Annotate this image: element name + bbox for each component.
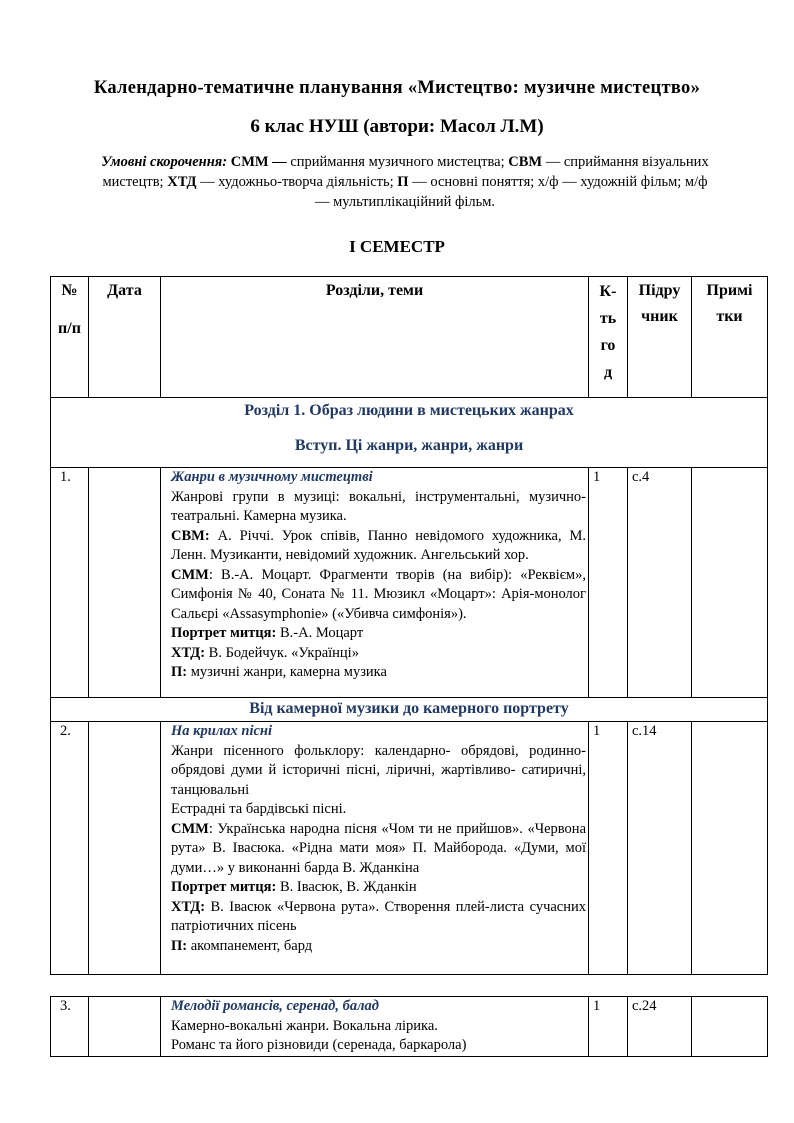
header-sections: Розділи, теми (161, 277, 589, 398)
htd-label: ХТД: (171, 644, 206, 661)
section-1-title: Розділ 1. Образ людини в мистецьких жанрах (244, 402, 574, 419)
row-date (89, 722, 161, 975)
header-textbook-l1: Підру (638, 282, 681, 299)
table-row (51, 468, 768, 698)
content-p (171, 937, 586, 957)
p-text: музичні жанри, камерна музика (187, 664, 387, 680)
row-textbook: с.14 (628, 722, 692, 975)
header-notes-l1: Примі (706, 282, 753, 299)
content-smm (171, 566, 586, 625)
abbr-smm: СММ — (230, 154, 287, 170)
portrait-text: В. Івасюк, В. Жданкін (276, 879, 417, 895)
table-row (51, 997, 768, 1057)
semester-heading: І СЕМЕСТР (349, 237, 445, 256)
abbr-svm-text: — сприймання візуальних мистецтв; (102, 154, 709, 190)
abbr-p-text: — основні поняття; х/ф — художній фільм; м/ф — мультиплікаційний фільм. (314, 174, 708, 210)
htd-text: В. Бодейчук. «Українці» (205, 644, 359, 661)
smm-label: СММ (171, 566, 209, 583)
abbr-svm: СВМ (508, 154, 543, 170)
plan-table-continued (50, 996, 768, 1057)
row-number: 1. (51, 468, 89, 698)
content-portrait (171, 624, 586, 644)
row-count: 1 (589, 722, 628, 975)
topic-title: Мелодії романсів, серенад, балад (171, 998, 379, 1014)
htd-label: ХТД: (171, 898, 206, 915)
p-text: акомпанемент, бард (187, 937, 313, 954)
content-p (171, 663, 586, 683)
row-number: 3. (51, 997, 89, 1057)
content-smm (171, 820, 586, 879)
content-svm (171, 527, 586, 566)
topic-title: Жанри в музичному мистецтві (171, 469, 373, 485)
abbr-p: П (397, 174, 409, 190)
table-header-row (51, 277, 768, 398)
smm-label: СММ (171, 820, 209, 837)
section-1-cell (51, 398, 768, 468)
portrait-label: Портрет митця: (171, 625, 277, 641)
header-number-line1: № (61, 282, 78, 299)
header-number (51, 277, 89, 398)
section-row (51, 698, 768, 722)
content-line: Камерно-вокальні жанри. Вокальна лірика. (171, 1017, 438, 1034)
row-date (89, 997, 161, 1057)
row-textbook: с.24 (628, 997, 692, 1057)
row-notes (692, 722, 768, 975)
table-row (51, 722, 768, 975)
content-line: Естрадні та бардівські пісні. (171, 801, 347, 817)
header-date: Дата (89, 277, 161, 398)
content-line: Жанри пісенного фольклору: календарно- обрядові, родинно-обрядові думи й історичні пісні, ліричні, жартівливо- сатиричні, танцювальні (171, 742, 586, 798)
abbr-htd-text: — художньо-творча діяльність; (196, 174, 398, 190)
content-htd (171, 644, 586, 664)
content-line: Романс та його різновиди (серенада, баркарола) (171, 1037, 467, 1053)
row-number: 2. (51, 722, 89, 975)
content-htd (171, 898, 586, 937)
abbreviations-legend (95, 152, 715, 212)
smm-text: : Українська народна пісня «Чом ти не прийшов». «Червона рута» В. Івасюка. «Рідна мати моя» П. Майборода. «Думи, мої думи…» у виконанні барда В. Жданкіна (171, 820, 586, 876)
portrait-text: В.-А. Моцарт (276, 625, 364, 641)
header-count (589, 277, 628, 398)
row-content (161, 468, 589, 698)
header-count-l4: д (603, 364, 613, 381)
content-portrait (171, 878, 586, 898)
row-count: 1 (589, 997, 628, 1057)
row-notes (692, 468, 768, 698)
topic-title: На крилах пісні (171, 723, 272, 739)
header-count-l2: ть (599, 310, 617, 327)
header-textbook-l2: чник (641, 308, 678, 325)
portrait-label: Портрет митця: (171, 879, 277, 895)
svm-text: А. Річчі. Урок співів, Панно невідомого художника, М. Ленн. Музиканти, невідомий художник. Ангельський хор. (171, 527, 586, 563)
p-label: П: (171, 664, 188, 680)
header-notes-l2: тки (716, 308, 743, 325)
p-label: П: (171, 937, 188, 954)
smm-text: : В.-А. Моцарт. Фрагменти творів (на вибір): «Реквієм», Симфонія № 40, Соната № 11. Мюзикл «Моцарт»: Арія-монолог Сальєрі «Assasymphonie» («Убивча симфонія»). (171, 566, 586, 622)
htd-text: В. Івасюк «Червона рута». Створення плей-листа сучасних патріотичних пісень (171, 898, 586, 934)
section-2-title: Від камерної музики до камерного портрету (51, 698, 768, 722)
row-textbook: с.4 (628, 468, 692, 698)
plan-table (50, 276, 768, 975)
abbr-htd: ХТД (167, 174, 197, 190)
header-count-l3: го (600, 337, 616, 354)
content-line: Жанрові групи в музиці: вокальні, інструментальні, музично-театральні. Камерна музика. (171, 488, 586, 524)
row-content (161, 722, 589, 975)
header-count-l1: К- (599, 283, 617, 300)
row-count: 1 (589, 468, 628, 698)
header-number-line2: п/п (58, 320, 81, 337)
abbr-smm-text: сприймання музичного мистецтва; (286, 154, 509, 170)
section-1-intro: Вступ. Ці жанри, жанри, жанри (294, 437, 524, 454)
header-notes (692, 277, 768, 398)
abbreviations-label: Умовні скорочення: (101, 154, 228, 170)
section-row (51, 398, 768, 468)
row-content (161, 997, 589, 1057)
header-textbook (628, 277, 692, 398)
svm-label: СВМ: (171, 527, 210, 544)
document-title: Календарно-тематичне планування «Мистецтво: музичне мистецтво» (93, 78, 701, 98)
row-notes (692, 997, 768, 1057)
document-subtitle: 6 клас НУШ (автори: Масол Л.М) (250, 116, 544, 137)
row-date (89, 468, 161, 698)
